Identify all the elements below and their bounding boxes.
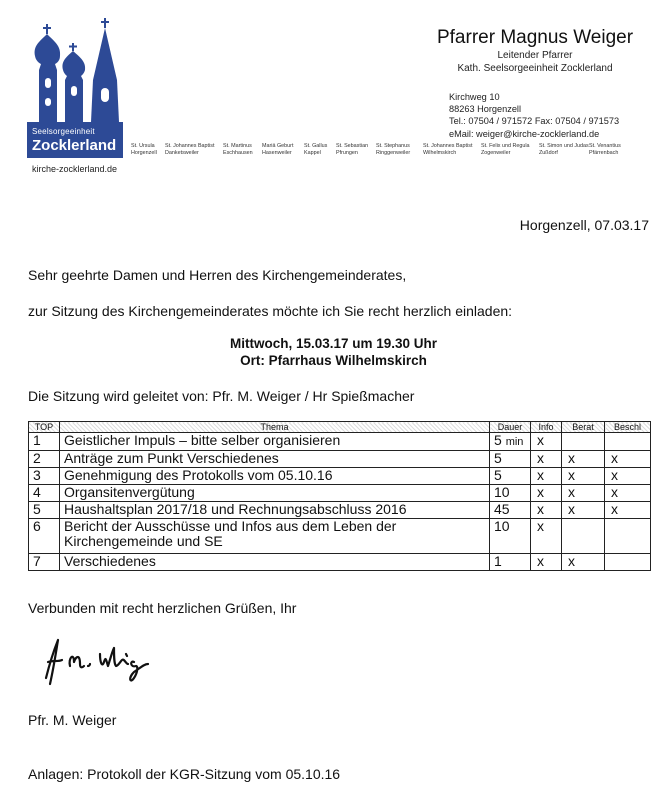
pastoral-unit: Kath. Seelsorgeeinheit Zocklerland	[457, 63, 613, 75]
parish-item: St. Venantius Pfärrenbach	[589, 143, 621, 156]
closing-text: Verbunden mit recht herzlichen Grüßen, Ihr	[28, 600, 297, 616]
parish-item: St. Felix und Regula Zogenweiler	[481, 143, 530, 156]
top-number: 6	[29, 519, 60, 554]
parish-list	[131, 143, 661, 163]
top-number: 2	[29, 451, 60, 468]
col-header-topic: Thema	[60, 422, 490, 433]
info-mark: x	[531, 468, 562, 485]
topic: Bericht der Ausschüsse und Infos aus dem Leben der Kirchengemeinde und SE	[60, 519, 490, 554]
agenda-table	[28, 421, 651, 571]
phone-fax: Tel.: 07504 / 971572 Fax: 07504 / 971573	[449, 116, 620, 127]
beschl-mark: x	[605, 502, 651, 519]
beschl-mark: x	[605, 485, 651, 502]
topic: Organsitenvergütung	[60, 485, 490, 502]
salutation: Sehr geehrte Damen und Herren des Kirchengemeinderates,	[28, 267, 407, 283]
pastor-role: Leitender Pfarrer	[497, 49, 573, 61]
parish-item: St. Stephanus Ringgenweiler	[376, 143, 411, 156]
top-number: 1	[29, 433, 60, 451]
col-header-beschl: Beschl	[605, 422, 651, 433]
email[interactable]: eMail: weiger@kirche-zocklerland.de	[449, 128, 600, 139]
col-header-top: TOP	[29, 422, 60, 433]
duration: 10	[490, 485, 531, 502]
beschl-mark: x	[605, 451, 651, 468]
letter-date: Horgenzell, 07.03.17	[519, 217, 649, 233]
table-row	[29, 433, 651, 451]
top-number: 3	[29, 468, 60, 485]
parish-item: St. Sebastian Pfrungen	[336, 143, 369, 156]
topic: Haushaltsplan 2017/18 und Rechnungsabschluss 2016	[60, 502, 490, 519]
table-row	[29, 485, 651, 502]
duration: 1	[490, 554, 531, 571]
logo-line1: Seelsorgeeinheit	[32, 127, 95, 136]
attachments: Anlagen: Protokoll der KGR-Sitzung vom 05.10.16	[28, 766, 341, 782]
top-number: 7	[29, 554, 60, 571]
table-row	[29, 519, 651, 554]
table-row	[29, 451, 651, 468]
website-link[interactable]: kirche-zocklerland.de	[32, 164, 118, 174]
parish-item: Mariä Geburt Hasenweiler	[262, 143, 294, 156]
topic: Geistlicher Impuls – bitte selber organisieren	[60, 433, 490, 451]
info-mark: x	[531, 502, 562, 519]
handwritten-signature	[40, 632, 170, 692]
info-mark: x	[531, 485, 562, 502]
parish-item: St. Johannes Baptist Danketsweiler	[165, 143, 215, 156]
city: 88263 Horgenzell	[449, 104, 522, 115]
top-number: 4	[29, 485, 60, 502]
col-header-info: Info	[531, 422, 562, 433]
table-header-row	[29, 422, 651, 433]
duration: 10	[490, 519, 531, 554]
beschl-mark: x	[605, 468, 651, 485]
table-row	[29, 502, 651, 519]
topic: Anträge zum Punkt Verschiedenes	[60, 451, 490, 468]
parish-item: St. Martinus Eschhausen	[223, 143, 253, 156]
parish-item: St. Ursula Horgenzell	[131, 143, 157, 156]
berat-mark	[562, 433, 605, 451]
meeting-place: Ort: Pfarrhaus Wilhelmskirch	[240, 353, 427, 368]
parish-item: St. Simon und Judas Zußdorf	[539, 143, 589, 156]
info-mark: x	[531, 451, 562, 468]
duration: 5 min	[490, 433, 531, 451]
duration: 5	[490, 451, 531, 468]
table-row	[29, 554, 651, 571]
address-block	[449, 91, 659, 140]
invitation-text: zur Sitzung des Kirchengemeinderates möchte ich Sie recht herzlich einladen:	[28, 303, 513, 319]
logo-line2: Zocklerland	[32, 137, 117, 154]
signer-name: Pfr. M. Weiger	[28, 712, 117, 728]
pastor-name: Pfarrer Magnus Weiger	[436, 27, 634, 48]
topic: Verschiedenes	[60, 554, 490, 571]
berat-mark: x	[562, 502, 605, 519]
duration: 5	[490, 468, 531, 485]
letterhead	[420, 28, 650, 76]
info-mark: x	[531, 433, 562, 451]
table-row	[29, 468, 651, 485]
street: Kirchweg 10	[449, 92, 500, 102]
berat-mark: x	[562, 468, 605, 485]
topic: Genehmigung des Protokolls vom 05.10.16	[60, 468, 490, 485]
info-mark: x	[531, 519, 562, 554]
col-header-berat: Berat	[562, 422, 605, 433]
berat-mark: x	[562, 554, 605, 571]
col-header-duration: Dauer	[490, 422, 531, 433]
duration-unit: min	[505, 436, 524, 448]
beschl-mark	[605, 519, 651, 554]
meeting-date: Mittwoch, 15.03.17 um 19.30 Uhr	[229, 336, 438, 351]
beschl-mark	[605, 433, 651, 451]
duration: 45	[490, 502, 531, 519]
parish-item: St. Gallus Kappel	[304, 143, 328, 156]
berat-mark	[562, 519, 605, 554]
berat-mark: x	[562, 485, 605, 502]
top-number: 5	[29, 502, 60, 519]
chair-text: Die Sitzung wird geleitet von: Pfr. M. Weiger / Hr Spießmacher	[28, 388, 415, 404]
info-mark: x	[531, 554, 562, 571]
beschl-mark	[605, 554, 651, 571]
berat-mark: x	[562, 451, 605, 468]
parish-item: St. Johannes Baptist Wilhelmskirch	[423, 143, 473, 156]
